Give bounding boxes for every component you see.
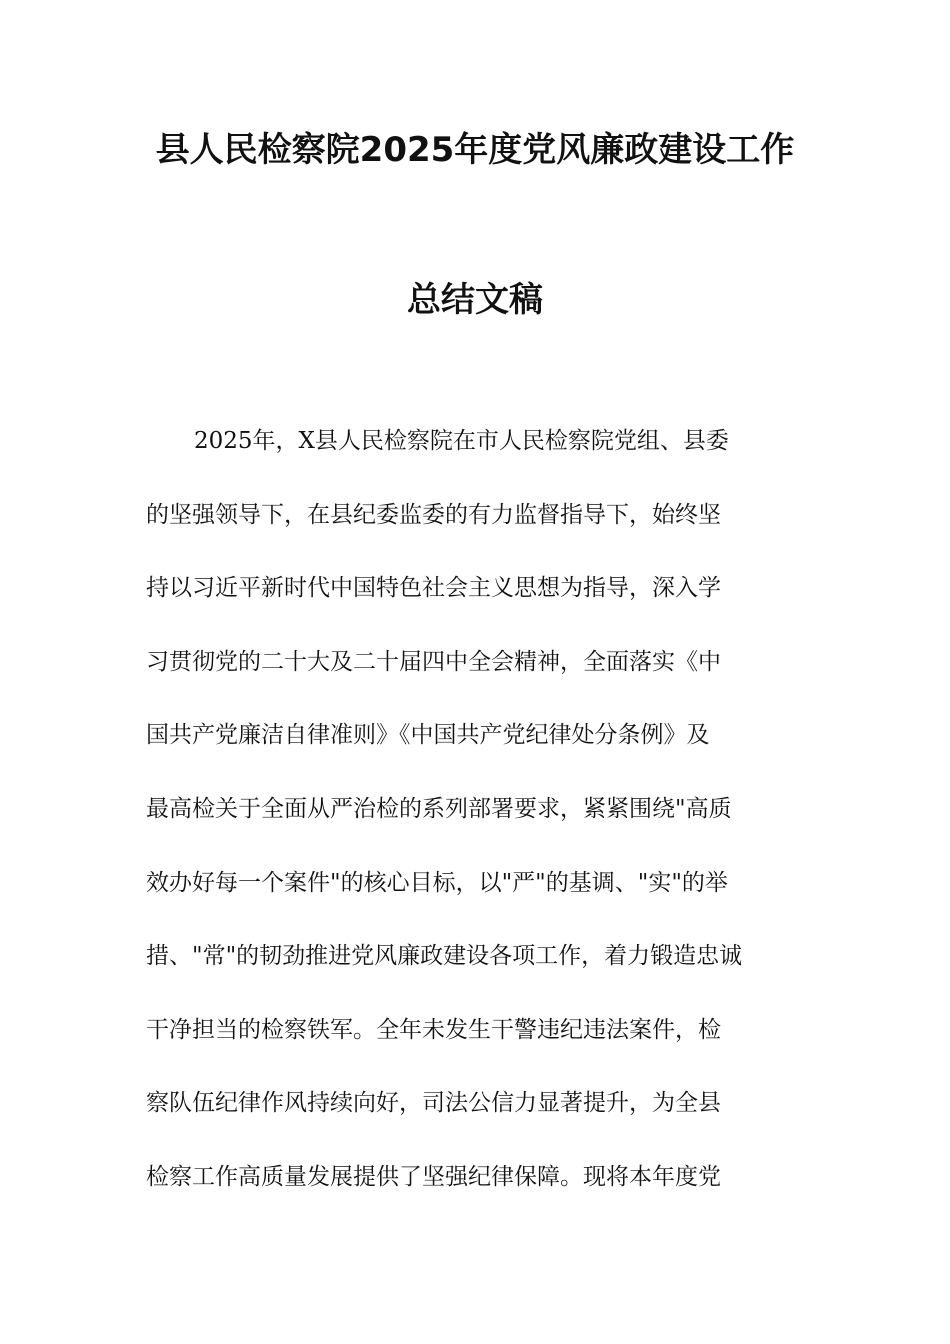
- body-line: 习贯彻党的二十大及二十届四中全会精神，全面落实《中: [146, 648, 721, 675]
- document-body: [146, 418, 806, 1228]
- body-line: 检察工作高质量发展提供了坚强纪律保障。现将本年度党: [146, 1163, 721, 1190]
- document-title-line-2: 总结文稿: [407, 280, 543, 320]
- body-line: 干净担当的检察铁军。全年未发生干警违纪违法案件，检: [146, 1016, 721, 1043]
- body-line: 最高检关于全面从严治检的系列部署要求，紧紧围绕"高质: [146, 795, 732, 822]
- body-line: 国共产党廉洁自律准则》《中国共产党纪律处分条例》及: [146, 722, 710, 749]
- body-line: 2025年，X县人民检察院在市人民检察院党组、县委: [194, 428, 729, 454]
- body-line: 效办好每一个案件"的核心目标，以"严"的基调、"实"的举: [146, 869, 728, 896]
- body-line: 的坚强领导下，在县纪委监委的有力监督指导下，始终坚: [146, 501, 721, 528]
- body-line: 察队伍纪律作风持续向好，司法公信力显著提升，为全县: [146, 1090, 721, 1117]
- document-title-line-1: 县人民检察院2025年度党风廉政建设工作: [155, 130, 795, 170]
- body-line: 持以习近平新时代中国特色社会主义思想为指导，深入学: [146, 575, 721, 602]
- body-line: 措、"常"的韧劲推进党风廉政建设各项工作，着力锻造忠诚: [146, 943, 743, 970]
